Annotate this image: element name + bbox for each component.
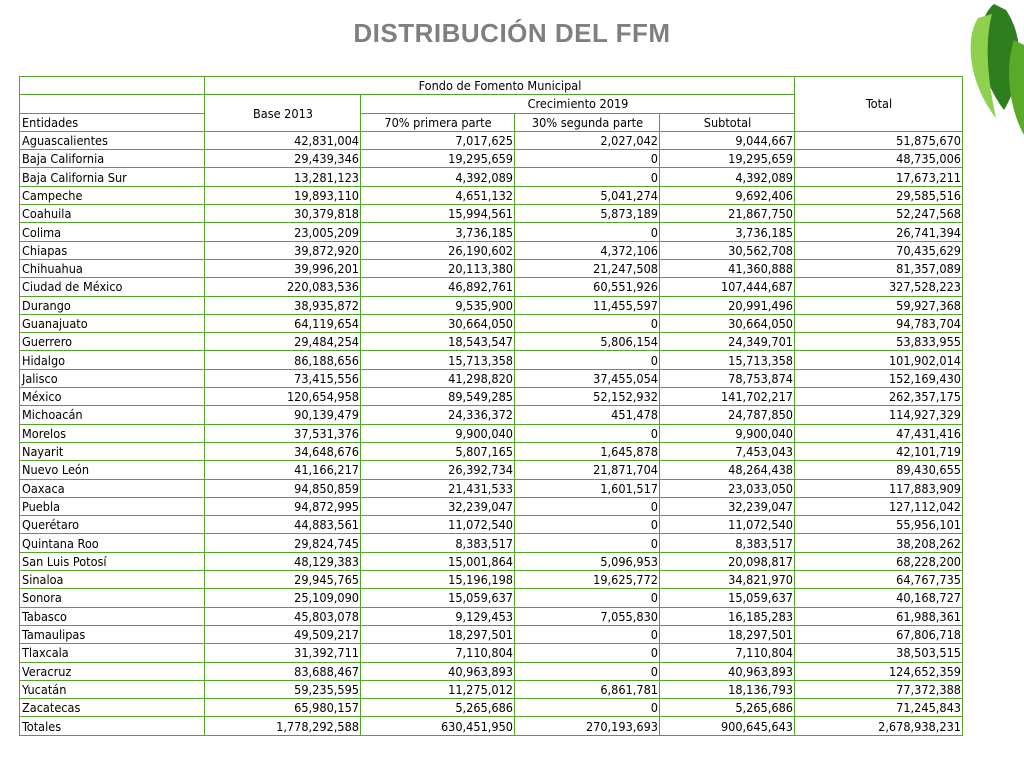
base-2013-cell: 29,439,346	[205, 150, 361, 168]
base-2013-cell: 37,531,376	[205, 424, 361, 442]
subtotal-cell: 11,072,540	[660, 516, 795, 534]
entity-cell: Chihuahua	[20, 259, 205, 277]
total-cell: 89,430,655	[795, 461, 963, 479]
subtotal-cell: 78,753,874	[660, 369, 795, 387]
subtotal-cell: 21,867,750	[660, 205, 795, 223]
primera-parte-cell: 9,900,040	[361, 424, 515, 442]
segunda-parte-cell: 5,806,154	[515, 333, 660, 351]
total-cell: 47,431,416	[795, 424, 963, 442]
entity-cell: Sonora	[20, 589, 205, 607]
base-2013-cell: 25,109,090	[205, 589, 361, 607]
entity-cell: Zacatecas	[20, 699, 205, 717]
subtotal-cell: 48,264,438	[660, 461, 795, 479]
subtotal-cell: 40,963,893	[660, 662, 795, 680]
table-row	[20, 534, 963, 552]
segunda-parte-cell: 0	[515, 351, 660, 369]
table-row	[20, 461, 963, 479]
entity-cell: Colima	[20, 223, 205, 241]
header-base-2013: Base 2013	[205, 95, 361, 132]
segunda-parte-cell: 0	[515, 699, 660, 717]
total-cell: 59,927,368	[795, 296, 963, 314]
primera-parte-cell: 19,295,659	[361, 150, 515, 168]
entity-cell: Puebla	[20, 497, 205, 515]
base-2013-cell: 90,139,479	[205, 406, 361, 424]
total-cell: 152,169,430	[795, 369, 963, 387]
segunda-parte-cell: 0	[515, 534, 660, 552]
total-cell: 55,956,101	[795, 516, 963, 534]
total-cell: 53,833,955	[795, 333, 963, 351]
primera-parte-cell: 15,196,198	[361, 571, 515, 589]
base-2013-cell: 83,688,467	[205, 662, 361, 680]
table-row	[20, 388, 963, 406]
segunda-parte-cell: 0	[515, 168, 660, 186]
primera-parte-cell: 20,113,380	[361, 259, 515, 277]
total-cell: 127,112,042	[795, 497, 963, 515]
total-cell: 38,503,515	[795, 644, 963, 662]
total-cell: 61,988,361	[795, 607, 963, 625]
base-2013-cell: 1,778,292,588	[205, 717, 361, 735]
segunda-parte-cell: 60,551,926	[515, 278, 660, 296]
table-row	[20, 150, 963, 168]
total-cell: 67,806,718	[795, 625, 963, 643]
primera-parte-cell: 89,549,285	[361, 388, 515, 406]
table-row	[20, 680, 963, 698]
total-cell: 71,245,843	[795, 699, 963, 717]
segunda-parte-cell: 7,055,830	[515, 607, 660, 625]
primera-parte-cell: 11,275,012	[361, 680, 515, 698]
segunda-parte-cell: 0	[515, 223, 660, 241]
subtotal-cell: 20,098,817	[660, 552, 795, 570]
subtotal-cell: 24,787,850	[660, 406, 795, 424]
subtotal-cell: 41,360,888	[660, 259, 795, 277]
entity-cell: Tamaulipas	[20, 625, 205, 643]
total-cell: 94,783,704	[795, 314, 963, 332]
segunda-parte-cell: 5,096,953	[515, 552, 660, 570]
base-2013-cell: 73,415,556	[205, 369, 361, 387]
total-cell: 327,528,223	[795, 278, 963, 296]
segunda-parte-cell: 0	[515, 150, 660, 168]
base-2013-cell: 220,083,536	[205, 278, 361, 296]
segunda-parte-cell: 0	[515, 424, 660, 442]
base-2013-cell: 86,188,656	[205, 351, 361, 369]
entity-cell: Guanajuato	[20, 314, 205, 332]
subtotal-cell: 8,383,517	[660, 534, 795, 552]
total-cell: 101,902,014	[795, 351, 963, 369]
entity-cell: Yucatán	[20, 680, 205, 698]
segunda-parte-cell: 0	[515, 644, 660, 662]
base-2013-cell: 13,281,123	[205, 168, 361, 186]
base-2013-cell: 48,129,383	[205, 552, 361, 570]
table-row	[20, 406, 963, 424]
table-row	[20, 296, 963, 314]
entity-cell: Oaxaca	[20, 479, 205, 497]
entity-cell: Jalisco	[20, 369, 205, 387]
base-2013-cell: 31,392,711	[205, 644, 361, 662]
table-row	[20, 259, 963, 277]
segunda-parte-cell: 0	[515, 516, 660, 534]
entity-cell: Sinaloa	[20, 571, 205, 589]
subtotal-cell: 15,713,358	[660, 351, 795, 369]
primera-parte-cell: 41,298,820	[361, 369, 515, 387]
base-2013-cell: 120,654,958	[205, 388, 361, 406]
subtotal-cell: 7,110,804	[660, 644, 795, 662]
base-2013-cell: 34,648,676	[205, 442, 361, 460]
header-crecimiento-2019: Crecimiento 2019	[361, 95, 795, 113]
entity-cell: Guerrero	[20, 333, 205, 351]
base-2013-cell: 29,824,745	[205, 534, 361, 552]
entity-cell: Morelos	[20, 424, 205, 442]
total-cell: 81,357,089	[795, 259, 963, 277]
table-row	[20, 314, 963, 332]
entity-cell: Tabasco	[20, 607, 205, 625]
segunda-parte-cell: 270,193,693	[515, 717, 660, 735]
entity-cell: Querétaro	[20, 516, 205, 534]
primera-parte-cell: 3,736,185	[361, 223, 515, 241]
primera-parte-cell: 9,535,900	[361, 296, 515, 314]
total-cell: 124,652,359	[795, 662, 963, 680]
primera-parte-cell: 15,713,358	[361, 351, 515, 369]
subtotal-cell: 16,185,283	[660, 607, 795, 625]
total-cell: 64,767,735	[795, 571, 963, 589]
subtotal-cell: 4,392,089	[660, 168, 795, 186]
total-cell: 68,228,200	[795, 552, 963, 570]
table-row	[20, 589, 963, 607]
segunda-parte-cell: 4,372,106	[515, 241, 660, 259]
primera-parte-cell: 26,392,734	[361, 461, 515, 479]
primera-parte-cell: 18,297,501	[361, 625, 515, 643]
segunda-parte-cell: 0	[515, 314, 660, 332]
subtotal-cell: 18,297,501	[660, 625, 795, 643]
primera-parte-cell: 11,072,540	[361, 516, 515, 534]
segunda-parte-cell: 0	[515, 589, 660, 607]
segunda-parte-cell: 1,645,878	[515, 442, 660, 460]
entity-cell: Ciudad de México	[20, 278, 205, 296]
entity-cell: Baja California Sur	[20, 168, 205, 186]
base-2013-cell: 23,005,209	[205, 223, 361, 241]
total-cell: 38,208,262	[795, 534, 963, 552]
primera-parte-cell: 18,543,547	[361, 333, 515, 351]
primera-parte-cell: 15,059,637	[361, 589, 515, 607]
subtotal-cell: 24,349,701	[660, 333, 795, 351]
page-title: DISTRIBUCIÓN DEL FFM	[353, 18, 671, 48]
table-row	[20, 607, 963, 625]
header-primera-parte: 70% primera parte	[361, 113, 515, 131]
table-row	[20, 205, 963, 223]
base-2013-cell: 59,235,595	[205, 680, 361, 698]
segunda-parte-cell: 52,152,932	[515, 388, 660, 406]
header-subtotal: Subtotal	[660, 113, 795, 131]
segunda-parte-cell: 451,478	[515, 406, 660, 424]
base-2013-cell: 42,831,004	[205, 131, 361, 149]
subtotal-cell: 9,900,040	[660, 424, 795, 442]
entity-cell: Campeche	[20, 186, 205, 204]
table-row	[20, 168, 963, 186]
base-2013-cell: 44,883,561	[205, 516, 361, 534]
primera-parte-cell: 30,664,050	[361, 314, 515, 332]
header-blank	[20, 77, 205, 95]
table-row	[20, 644, 963, 662]
base-2013-cell: 38,935,872	[205, 296, 361, 314]
subtotal-cell: 23,033,050	[660, 479, 795, 497]
subtotal-cell: 3,736,185	[660, 223, 795, 241]
total-cell: 48,735,006	[795, 150, 963, 168]
segunda-parte-cell: 5,041,274	[515, 186, 660, 204]
subtotal-cell: 32,239,047	[660, 497, 795, 515]
subtotal-cell: 900,645,643	[660, 717, 795, 735]
subtotal-cell: 5,265,686	[660, 699, 795, 717]
entity-cell: Coahuila	[20, 205, 205, 223]
total-cell: 2,678,938,231	[795, 717, 963, 735]
entity-cell: Hidalgo	[20, 351, 205, 369]
table-body	[20, 131, 963, 735]
entity-cell: Totales	[20, 717, 205, 735]
base-2013-cell: 49,509,217	[205, 625, 361, 643]
entity-cell: Chiapas	[20, 241, 205, 259]
entity-cell: Durango	[20, 296, 205, 314]
table-row	[20, 552, 963, 570]
subtotal-cell: 141,702,217	[660, 388, 795, 406]
ffm-distribution-table	[19, 76, 963, 736]
entity-cell: Quintana Roo	[20, 534, 205, 552]
primera-parte-cell: 8,383,517	[361, 534, 515, 552]
base-2013-cell: 41,166,217	[205, 461, 361, 479]
subtotal-cell: 9,692,406	[660, 186, 795, 204]
total-cell: 70,435,629	[795, 241, 963, 259]
entity-cell: Tlaxcala	[20, 644, 205, 662]
segunda-parte-cell: 37,455,054	[515, 369, 660, 387]
total-cell: 42,101,719	[795, 442, 963, 460]
header-total: Total	[795, 77, 963, 132]
segunda-parte-cell: 0	[515, 497, 660, 515]
table-row	[20, 186, 963, 204]
entity-cell: Veracruz	[20, 662, 205, 680]
total-cell: 40,168,727	[795, 589, 963, 607]
header-fondo-fomento-municipal: Fondo de Fomento Municipal	[205, 77, 795, 95]
primera-parte-cell: 9,129,453	[361, 607, 515, 625]
primera-parte-cell: 4,392,089	[361, 168, 515, 186]
segunda-parte-cell: 21,871,704	[515, 461, 660, 479]
total-cell: 52,247,568	[795, 205, 963, 223]
entity-cell: Aguascalientes	[20, 131, 205, 149]
subtotal-cell: 30,664,050	[660, 314, 795, 332]
total-cell: 114,927,329	[795, 406, 963, 424]
table-row	[20, 699, 963, 717]
header-entidades: Entidades	[20, 113, 205, 131]
primera-parte-cell: 21,431,533	[361, 479, 515, 497]
table-row	[20, 223, 963, 241]
total-cell: 26,741,394	[795, 223, 963, 241]
subtotal-cell: 19,295,659	[660, 150, 795, 168]
subtotal-cell: 107,444,687	[660, 278, 795, 296]
base-2013-cell: 30,379,818	[205, 205, 361, 223]
segunda-parte-cell: 0	[515, 625, 660, 643]
entity-cell: Baja California	[20, 150, 205, 168]
subtotal-cell: 20,991,496	[660, 296, 795, 314]
base-2013-cell: 29,945,765	[205, 571, 361, 589]
base-2013-cell: 65,980,157	[205, 699, 361, 717]
totals-row	[20, 717, 963, 735]
table-row	[20, 333, 963, 351]
entity-cell: Nayarit	[20, 442, 205, 460]
table-row	[20, 241, 963, 259]
base-2013-cell: 29,484,254	[205, 333, 361, 351]
table-row	[20, 625, 963, 643]
total-cell: 29,585,516	[795, 186, 963, 204]
entity-cell: Michoacán	[20, 406, 205, 424]
segunda-parte-cell: 2,027,042	[515, 131, 660, 149]
primera-parte-cell: 5,807,165	[361, 442, 515, 460]
header-blank	[20, 95, 205, 113]
table-row	[20, 662, 963, 680]
subtotal-cell: 15,059,637	[660, 589, 795, 607]
total-cell: 51,875,670	[795, 131, 963, 149]
primera-parte-cell: 24,336,372	[361, 406, 515, 424]
table-row	[20, 131, 963, 149]
base-2013-cell: 64,119,654	[205, 314, 361, 332]
base-2013-cell: 19,893,110	[205, 186, 361, 204]
entity-cell: Nuevo León	[20, 461, 205, 479]
table-row	[20, 479, 963, 497]
primera-parte-cell: 32,239,047	[361, 497, 515, 515]
segunda-parte-cell: 21,247,508	[515, 259, 660, 277]
segunda-parte-cell: 11,455,597	[515, 296, 660, 314]
table-row	[20, 369, 963, 387]
entity-cell: San Luis Potosí	[20, 552, 205, 570]
table-row	[20, 424, 963, 442]
subtotal-cell: 9,044,667	[660, 131, 795, 149]
primera-parte-cell: 40,963,893	[361, 662, 515, 680]
table-row	[20, 516, 963, 534]
primera-parte-cell: 5,265,686	[361, 699, 515, 717]
segunda-parte-cell: 19,625,772	[515, 571, 660, 589]
primera-parte-cell: 630,451,950	[361, 717, 515, 735]
base-2013-cell: 94,872,995	[205, 497, 361, 515]
entity-cell: México	[20, 388, 205, 406]
segunda-parte-cell: 0	[515, 662, 660, 680]
base-2013-cell: 45,803,078	[205, 607, 361, 625]
subtotal-cell: 18,136,793	[660, 680, 795, 698]
table-row	[20, 278, 963, 296]
subtotal-cell: 30,562,708	[660, 241, 795, 259]
segunda-parte-cell: 5,873,189	[515, 205, 660, 223]
segunda-parte-cell: 6,861,781	[515, 680, 660, 698]
primera-parte-cell: 4,651,132	[361, 186, 515, 204]
segunda-parte-cell: 1,601,517	[515, 479, 660, 497]
base-2013-cell: 39,872,920	[205, 241, 361, 259]
table-row	[20, 351, 963, 369]
total-cell: 77,372,388	[795, 680, 963, 698]
primera-parte-cell: 15,001,864	[361, 552, 515, 570]
header-segunda-parte: 30% segunda parte	[515, 113, 660, 131]
primera-parte-cell: 7,110,804	[361, 644, 515, 662]
subtotal-cell: 7,453,043	[660, 442, 795, 460]
total-cell: 17,673,211	[795, 168, 963, 186]
table-row	[20, 571, 963, 589]
primera-parte-cell: 46,892,761	[361, 278, 515, 296]
base-2013-cell: 94,850,859	[205, 479, 361, 497]
table-row	[20, 442, 963, 460]
total-cell: 117,883,909	[795, 479, 963, 497]
primera-parte-cell: 15,994,561	[361, 205, 515, 223]
total-cell: 262,357,175	[795, 388, 963, 406]
primera-parte-cell: 26,190,602	[361, 241, 515, 259]
primera-parte-cell: 7,017,625	[361, 131, 515, 149]
subtotal-cell: 34,821,970	[660, 571, 795, 589]
table-row	[20, 497, 963, 515]
base-2013-cell: 39,996,201	[205, 259, 361, 277]
